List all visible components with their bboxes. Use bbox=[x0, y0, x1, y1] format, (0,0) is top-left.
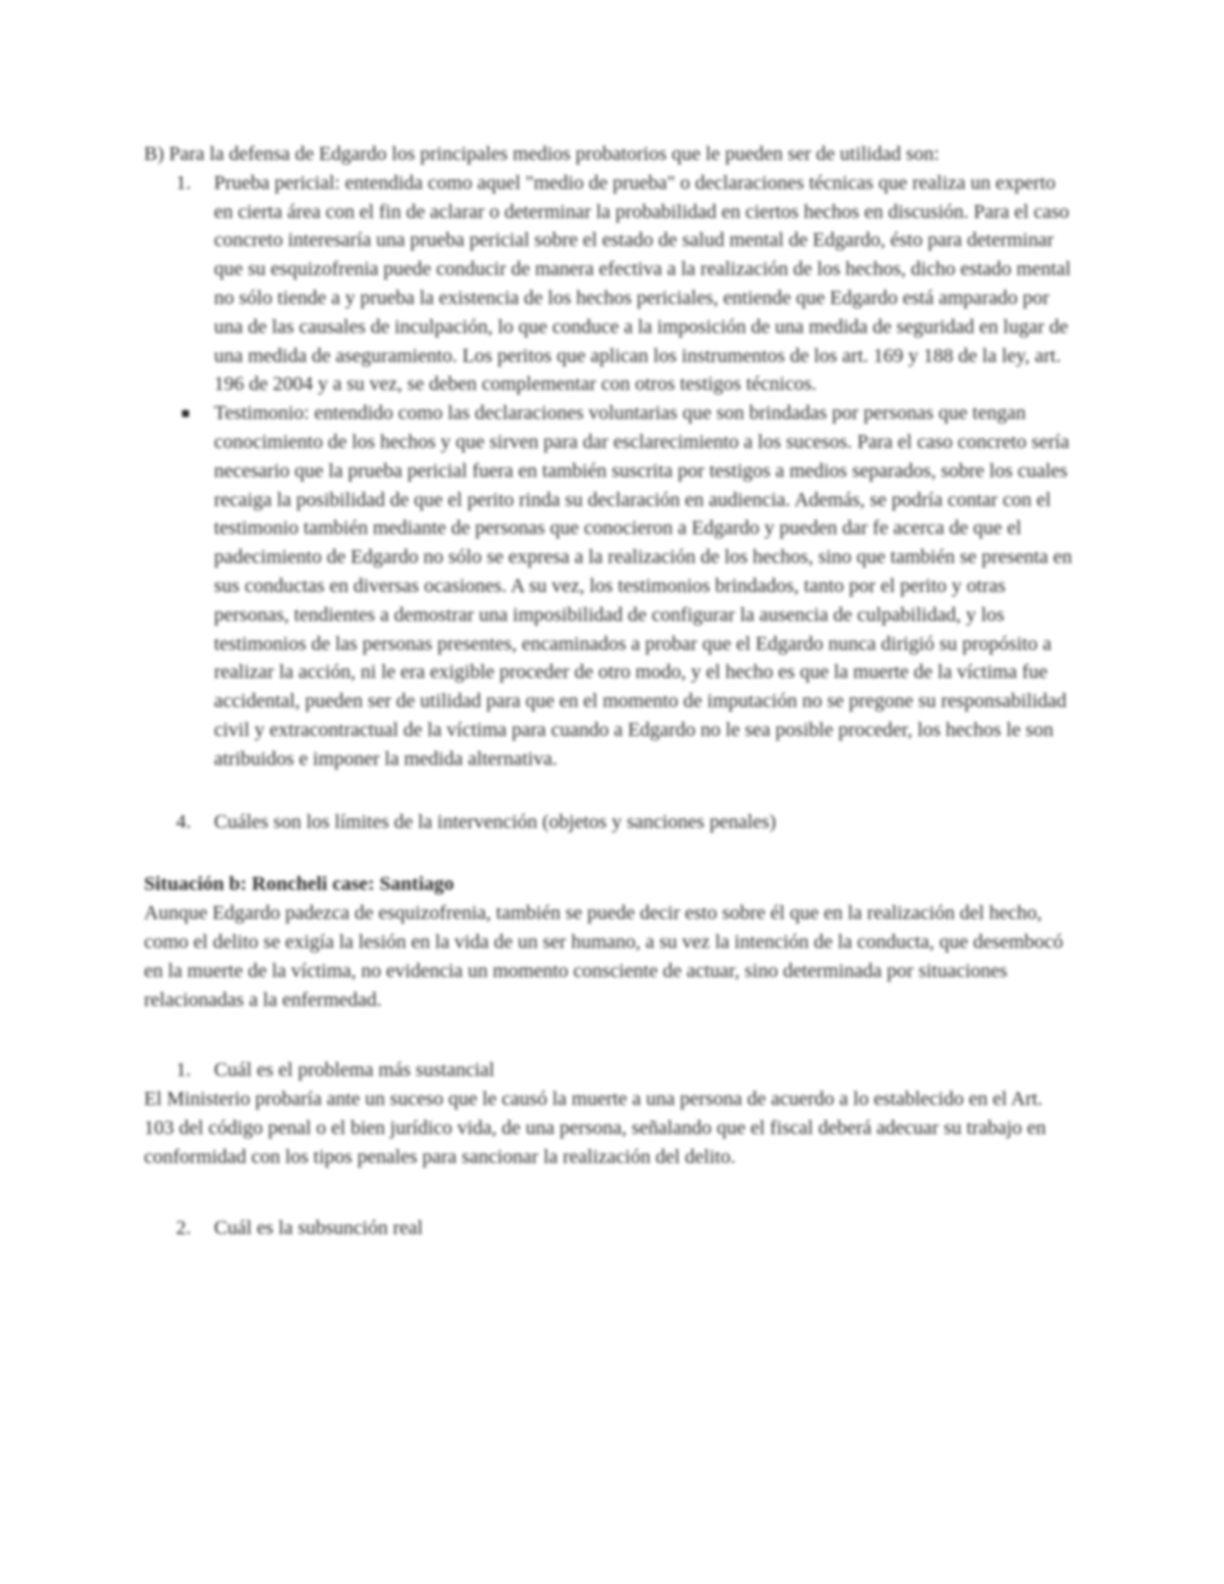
question-label: Cuál es la subsunción real bbox=[214, 1216, 423, 1239]
list-marker-number: 2. bbox=[176, 1216, 191, 1239]
question-label: Cuál es el problema más sustancial bbox=[214, 1059, 495, 1082]
list-item-text: Prueba pericial: entendida como aquel "medio de prueba" o declaraciones técnicas que realiza un experto en cierta área con el fin de aclarar o determinar la probabilidad en ciertos hechos en discusión. Para el caso concreto interesaría una prueba pericial sobre el estado de salud mental de Edgardo, ésto para determinar que su esquizofrenia puede conducir de manera efectiva a la realización de los hechos, dicho estado mental no sólo tiende a y prueba la existencia de los hechos periciales, entiende que Edgardo está amparado por una de las causales de inculpación, lo que conduce a la imposición de una medida de seguridad en lugar de una medida de aseguramiento. Los peritos que aplican los instrumentos de los art. 169 y 188 de la ley, art. 196 de 2004 y a su vez, se deben complementar con otros testigos técnicos. bbox=[214, 171, 1071, 396]
list-marker-number: 1. bbox=[176, 1059, 191, 1082]
bullet-icon bbox=[182, 410, 189, 417]
list-item-text: Testimonio: entendido como las declaraciones voluntarias que son brindadas por personas que tengan conocimiento de los hechos y que sirven para dar esclarecimiento a los sucesos. Para el caso concreto sería necesario que la prueba pericial fuera en también suscrita por testigos a medios separados, sobre los cuales recaiga la posibilidad de que el perito rinda su declaración en audiencia. Además, se podría contar con el testimonio también mediante de personas que conocieron a Edgardo y pueden dar fe acerca de que el padecimiento de Edgardo no sólo se expresa a la realización de los hechos, sino que también se presenta en sus conductas en diversas ocasiones. A su vez, los testimonios brindados, tanto por el perito y otras personas, tendientes a demostrar una imposibilidad de configurar la ausencia de culpabilidad, y los testimonios de las personas presentes, encaminados a probar que el Edgardo nunca dirigió su propósito a realizar la acción, ni le era exigible proceder de otro modo, y el hecho es que la muerte de la víctima fue accidental, pueden ser de utilidad para que en el momento de imputación no se pregone su responsabilidad civil y extracontractual de la víctima para cuando a Edgardo no le sea posible proceder, los hechos le son atribuidos e imponer la medida alternativa. bbox=[214, 402, 1073, 770]
list-marker-number: 1. bbox=[176, 171, 191, 194]
intro-paragraph: B) Para la defensa de Edgardo los principales medios probatorios que le pueden ser de utilidad son: bbox=[144, 143, 940, 165]
list-marker-number: 4. bbox=[176, 810, 191, 833]
list-item-limits bbox=[144, 808, 1076, 837]
question-item-2 bbox=[144, 1214, 1076, 1243]
list-item-expert-evidence bbox=[144, 169, 1076, 399]
document-page bbox=[144, 140, 1076, 1242]
list-item-testimony bbox=[144, 399, 1076, 773]
question-item-1 bbox=[144, 1056, 1076, 1085]
section-heading: Situación b: Roncheli case: Santiago bbox=[144, 873, 455, 896]
list-item-text: Cuáles son los límites de la intervención (objetos y sanciones penales) bbox=[214, 810, 777, 833]
section-paragraph: Aunque Edgardo padezca de esquizofrenia, también se puede decir esto sobre él que en la realización del hecho, como el delito se exigía la lesión en la vida de un ser humano, a su vez la intención de la conducta, que desembocó en la muerte de la víctima, no evidencia un momento consciente de actuar, sino determinada por situaciones relacionadas a la enfermedad. bbox=[144, 902, 1064, 1011]
question-1-answer: El Ministerio probaría ante un suceso que le causó la muerte a una persona de acuerdo a lo establecido en el Art. 103 del código penal o el bien jurídico vida, de una persona, señalando que el fiscal deberá adecuar su trabajo en conformidad con los tipos penales para sancionar la realización del delito. bbox=[144, 1088, 1046, 1168]
